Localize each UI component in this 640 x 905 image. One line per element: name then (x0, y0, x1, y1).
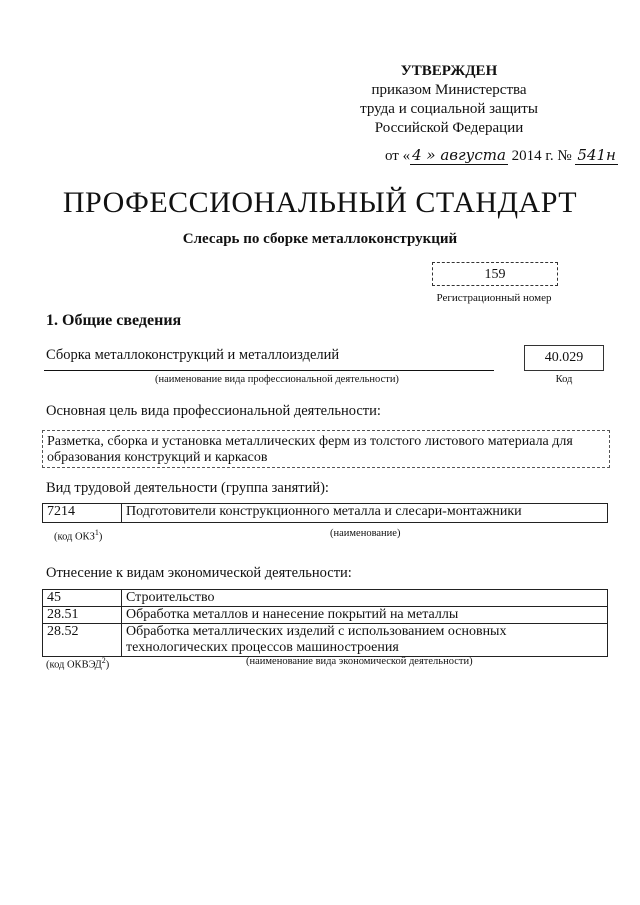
activity-name-caption: (наименование вида профессиональной деятельности) (155, 374, 399, 385)
economic-label: Отнесение к видам экономической деятельности: (46, 565, 352, 581)
table-row (43, 607, 608, 624)
document-subtitle: Слесарь по сборке металлоконструкций (182, 231, 458, 247)
approval-line-2: труда и социальной защиты (360, 101, 538, 117)
order-date-line (385, 146, 618, 165)
economic-name: Обработка металлических изделий с использованием основных технологических процессов машиностроения (122, 624, 608, 657)
registration-number-box: 159 (432, 262, 558, 286)
activity-code-box: 40.029 (524, 345, 604, 371)
goal-label: Основная цель вида профессиональной деятельности: (46, 403, 381, 419)
economic-code: 45 (43, 590, 122, 607)
approval-line-1: приказом Министерства (371, 82, 527, 98)
document-title: ПРОФЕССИОНАЛЬНЫЙ СТАНДАРТ (62, 186, 578, 219)
activity-name: Сборка металлоконструкций и металлоизделий (46, 347, 340, 363)
activity-code-caption: Код (555, 374, 573, 385)
registration-number-label: Регистрационный номер (436, 292, 552, 304)
order-year: 2014 г. № (511, 148, 572, 164)
table-row (43, 504, 608, 523)
economic-code: 28.52 (43, 624, 122, 657)
economic-name-caption: (наименование вида экономической деятельности) (246, 656, 473, 667)
goal-text-line-2: образования конструкций и каркасов (47, 450, 268, 465)
approval-block (334, 62, 564, 138)
activity-underline (44, 370, 494, 371)
occupation-group-label: Вид трудовой деятельности (группа занятий): (46, 480, 329, 496)
okved-code-caption: (код ОКВЭД$^2$) (46, 656, 110, 671)
economic-name: Строительство (122, 590, 608, 607)
table-row (43, 624, 608, 657)
approval-line-3: Российской Федерации (374, 120, 524, 136)
handwritten-date: 4 » августа (412, 146, 506, 164)
goal-text-box (42, 430, 610, 468)
date-prefix: от « (385, 148, 411, 164)
occupation-table (42, 503, 608, 523)
economic-name: Обработка металлов и нанесение покрытий на металлы (122, 607, 608, 624)
approval-heading: УТВЕРЖДЕН (400, 63, 498, 79)
goal-text-line-1: Разметка, сборка и установка металлических ферм из толстого листового материала для (47, 434, 573, 449)
section-heading: 1. Общие сведения (46, 312, 182, 329)
economic-code: 28.51 (43, 607, 122, 624)
table-row (43, 590, 608, 607)
okz-code-caption: (код ОКЗ$^1$) (54, 528, 103, 543)
economic-table (42, 589, 608, 657)
handwritten-order-number: 541н (577, 146, 616, 164)
occupation-name: Подготовители конструкционного металла и слесари-монтажники (122, 504, 608, 523)
occupation-code: 7214 (43, 504, 122, 523)
occupation-name-caption: (наименование) (330, 528, 401, 539)
